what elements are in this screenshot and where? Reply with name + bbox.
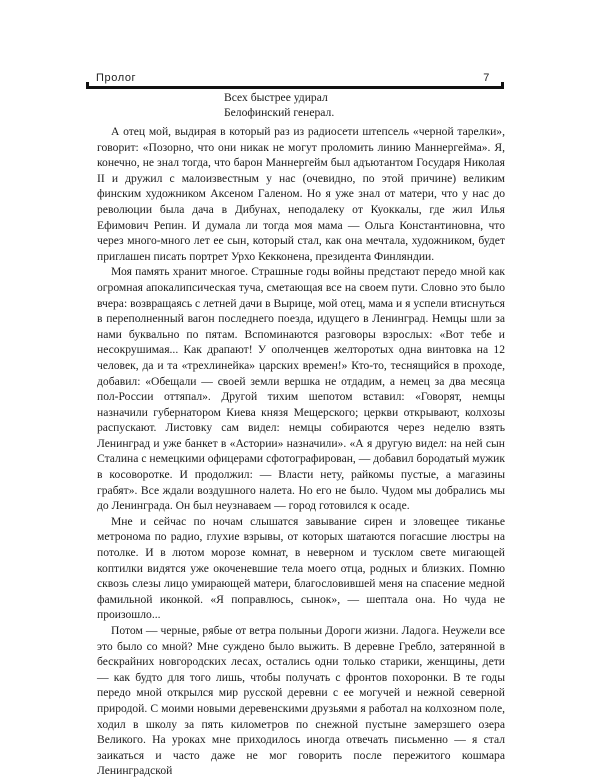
paragraph: Потом — черные, рябые от ветра полыньи Дороги жизни. Ладога. Неужели все это было со мной? Мне суждено было выжить. В деревне Гребло, затерянной в бескрайних новгородских лесах, остались одни только старики, женщины, дети — как будто для того лишь, чтобы получать с фронтов похоронки. В те годы передо мной открылся мир русской деревни с ее могучей и нежной северной природой. С моими новыми деревенскими друзьями я работал на колхозном поле, ходил в школу за пять километров по снежной пустыне замерзшего озера Великого. На уроках мне приходилось иногда отвечать письменно — я стал заикаться и часто даже не мог говорить после пережитого кошмара Ленинградской — [97, 624, 505, 778]
body-text — [97, 124, 505, 779]
paragraph: Мне и сейчас по ночам слышатся завывание сирен и зловещее тиканье метронома по радио, глухие взрывы, от которых шатаются погасшие люстры на потолке. И в лютом морозе комнат, в неверном и тусклом свете мигающей коптилки видятся уже окоченевшие тела моего отца, родных и близких. Помню сквозь слезы лицо умирающей матери, благословившей меня на спасение медной фамильной иконкой. «Я поправлюсь, сынок», — шептала она. Но чуда не произошло... — [97, 514, 505, 622]
paragraph: Моя память хранит многое. Страшные годы войны предстают передо мной как огромная апокалипсическая туча, сметающая все на своем пути. Словно это было вчера: возвращаясь с летней дачи в Вырице, мой отец, мама и я успели втиснуться в переполненный вагон последнего поезда, идущего в Ленинград. Немцы шли за нами буквально по пятам. Вспоминаются разговоры взрослых: «Вот тебе и несокрушимая... Как драпают! У ополченцев желторотых одна винтовка на 12 человек, да и та «трехлинейка» царских времен!» Кто-то, теснящийся в проходе, добавил: «Обещали — своей земли вершка не отдадим, а немец за два месяца пол-России оттяпал». Другой тихим шепотом вставил: «Говорят, немцы назначили губернатором Киева князя Мещерского; церкви открывают, колхозы распускают. Листовку сам видел: немцы собираются через неделю взять Ленинград и уже банкет в «Астории» назначили». «А я другую видел: на ней сын Сталина с немецкими офицерами сфотографирован, — добавил бородатый мужик в косоворотке. И продолжил: — Власти нету, райкомы пустые, а магазины грабят». Все ждали воздушного налета. Но его не было. Чудом мы добрались мы до Ленинграда. Он был неузнаваем — город готовился к осаде. — [97, 265, 505, 513]
header-rule — [86, 86, 504, 89]
epigraph-line: Всех быстрее удирал — [224, 91, 328, 104]
epigraph-line: Белофинский генерал. — [224, 106, 335, 119]
header-rule-right-tick — [501, 82, 504, 89]
running-head — [86, 70, 504, 86]
epigraph — [224, 90, 334, 120]
section-title: Пролог — [96, 72, 137, 84]
header-rule-left-tick — [86, 82, 89, 89]
page-number: 7 — [483, 72, 490, 84]
paragraph: А отец мой, выдирая в который раз из радиосети штепсель «черной тарелки», говорит: «Позорно, что они никак не могут проломить линию Маннергейма». Я, конечно, не знал тогда, что барон Маннергейм был адъютантом Государя Николая II и дружил с малоизвестным у нас (очевидно, по этой причине) великим финским художником Аксеном Галеном. Но я уже знал от матери, что у нас до революции была дача в Дибунах, неподалеку от Куоккалы, где жил Илья Ефимович Репин. И думала ли тогда моя мама — Ольга Константиновна, что через много-много лет ее сын, который стал, как она мечтала, художником, будет приглашен писать портрет Урхо Кекконена, президента Финляндии. — [97, 125, 505, 263]
